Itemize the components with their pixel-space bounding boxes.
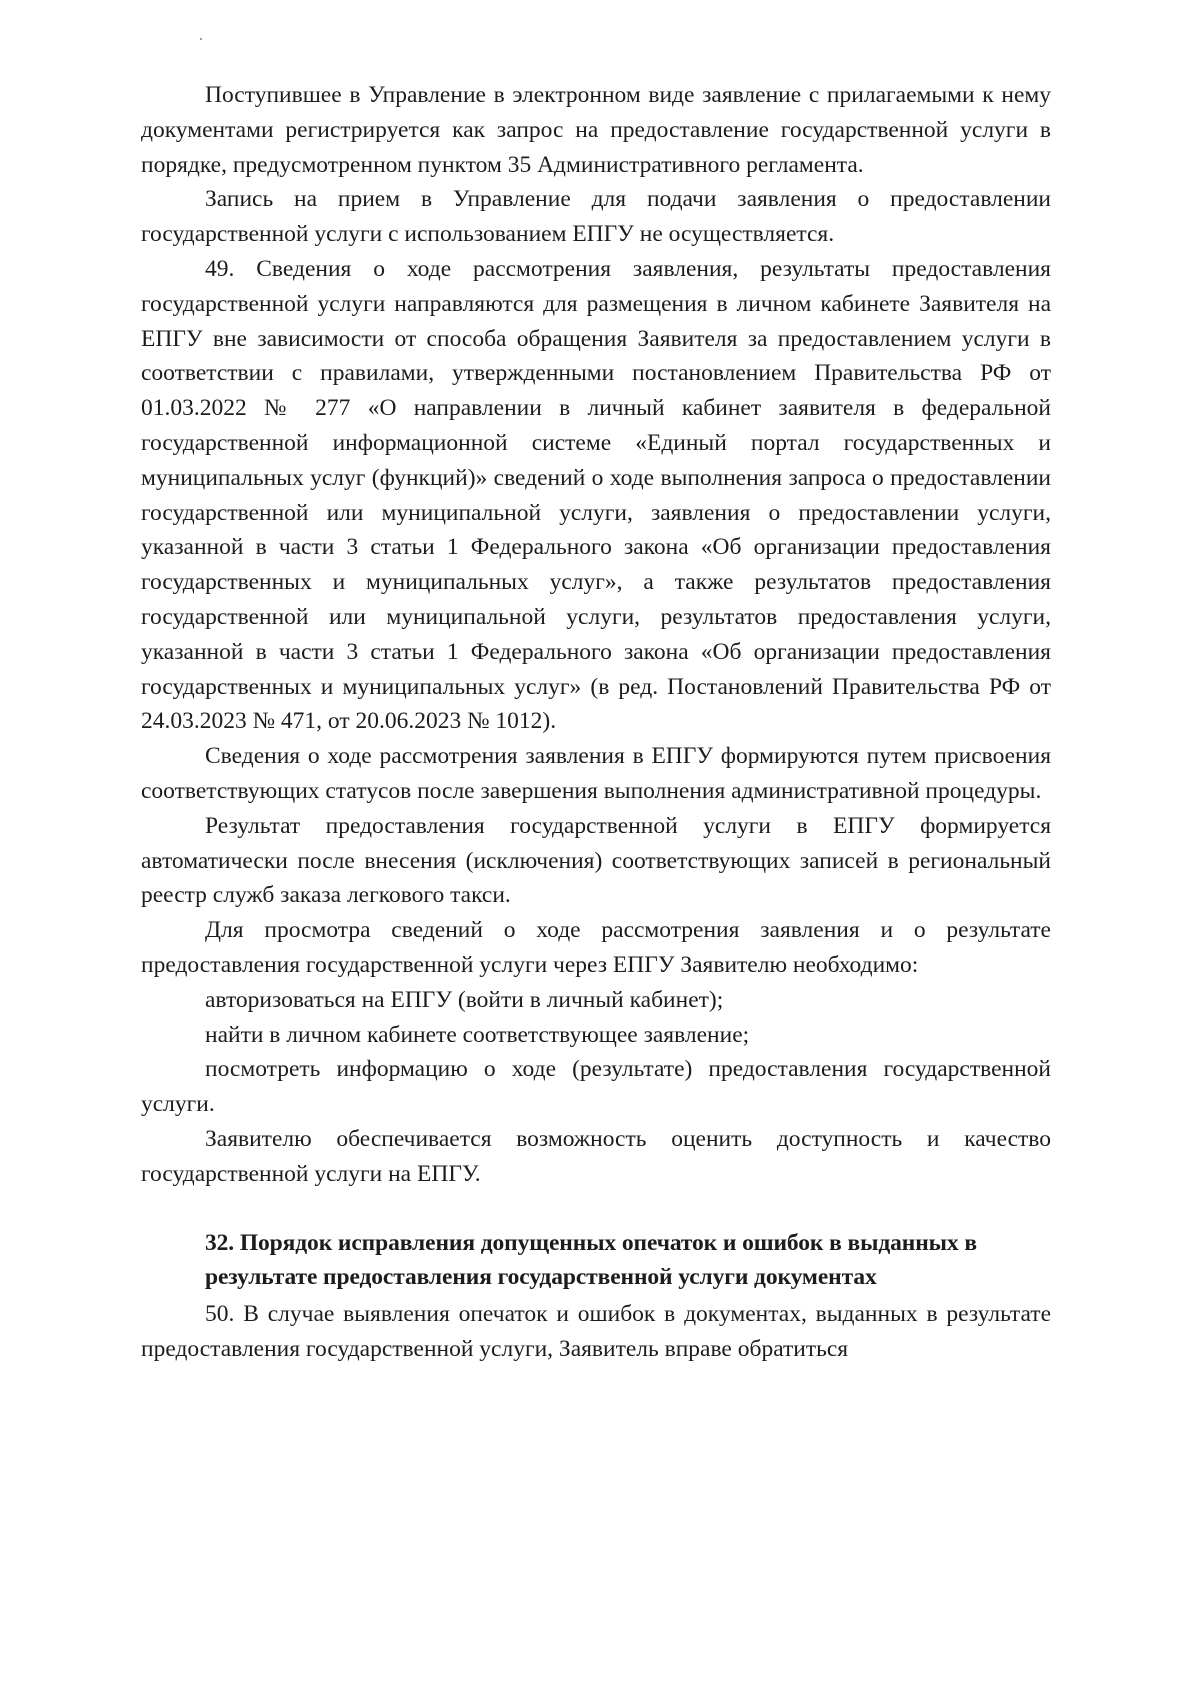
document-body: [141, 78, 1051, 1367]
paragraph-49: 49. Сведения о ходе рассмотрения заявления, результаты предоставления государственной услуги направляются для размещения в личном кабинете Заявителя на ЕПГУ вне зависимости от способа обращения Заявителя за предоставлением услуги в соответствии с правилами, утвержденными постановлением Правительства РФ от 01.03.2022 № 277 «О направлении в личный кабинет заявителя в федеральной государственной информационной системе «Единый портал государственных и муниципальных услуг (функций)» сведений о ходе выполнения запроса о предоставлении государственной или муниципальной услуги, заявления о предоставлении услуги, указанной в части 3 статьи 1 Федерального закона «Об организации предоставления государственных и муниципальных услуг», а также результатов предоставления государственной или муниципальной услуги, результатов предоставления услуги, указанной в части 3 статьи 1 Федерального закона «Об организации предоставления государственных и муниципальных услуг» (в ред. Постановлений Правительства РФ от 24.03.2023 № 471, от 20.06.2023 № 1012).: [141, 255, 1051, 735]
paragraph-step-authorize: авторизоваться на ЕПГУ (войти в личный кабинет);: [205, 986, 724, 1013]
paragraph-status-info: Сведения о ходе рассмотрения заявления в ЕПГУ формируются путем присвоения соответствующих статусов после завершения выполнения административной процедуры.: [141, 743, 1051, 804]
paragraph-rating: Заявителю обеспечивается возможность оценить доступность и качество государственной услуги на ЕПГУ.: [141, 1125, 1051, 1187]
paragraph-view-steps-intro: Для просмотра сведений о ходе рассмотрения заявления и о результате предоставления государственной услуги через ЕПГУ Заявителю необходимо:: [141, 917, 1051, 978]
paragraph-registration: Поступившее в Управление в электронном виде заявление с прилагаемыми к нему документами регистрируется как запрос на предоставление государственной услуги в порядке, предусмотренном пунктом 35 Административного регламента.: [141, 82, 1051, 178]
paragraph-appointment: Запись на прием в Управление для подачи заявления о предоставлении государственной услуги с использованием ЕПГУ не осуществляется.: [141, 186, 1051, 248]
scan-speck: [200, 38, 202, 40]
paragraph-step-view: посмотреть информацию о ходе (результате) предоставления государственной услуги.: [141, 1056, 1051, 1118]
paragraph-50: 50. В случае выявления опечаток и ошибок в документах, выданных в результате предоставления государственной услуги, Заявитель вправе обратиться: [141, 1301, 1051, 1362]
paragraph-step-find: найти в личном кабинете соответствующее заявление;: [205, 1021, 750, 1048]
paragraph-result-info: Результат предоставления государственной услуги в ЕПГУ формируется автоматически после внесения (исключения) соответствующих записей в региональный реестр служб заказа легкового такси.: [141, 812, 1051, 909]
section-heading-32: 32. Порядок исправления допущенных опечаток и ошибок в выданных в результате предоставления государственной услуги документах: [205, 1229, 977, 1291]
